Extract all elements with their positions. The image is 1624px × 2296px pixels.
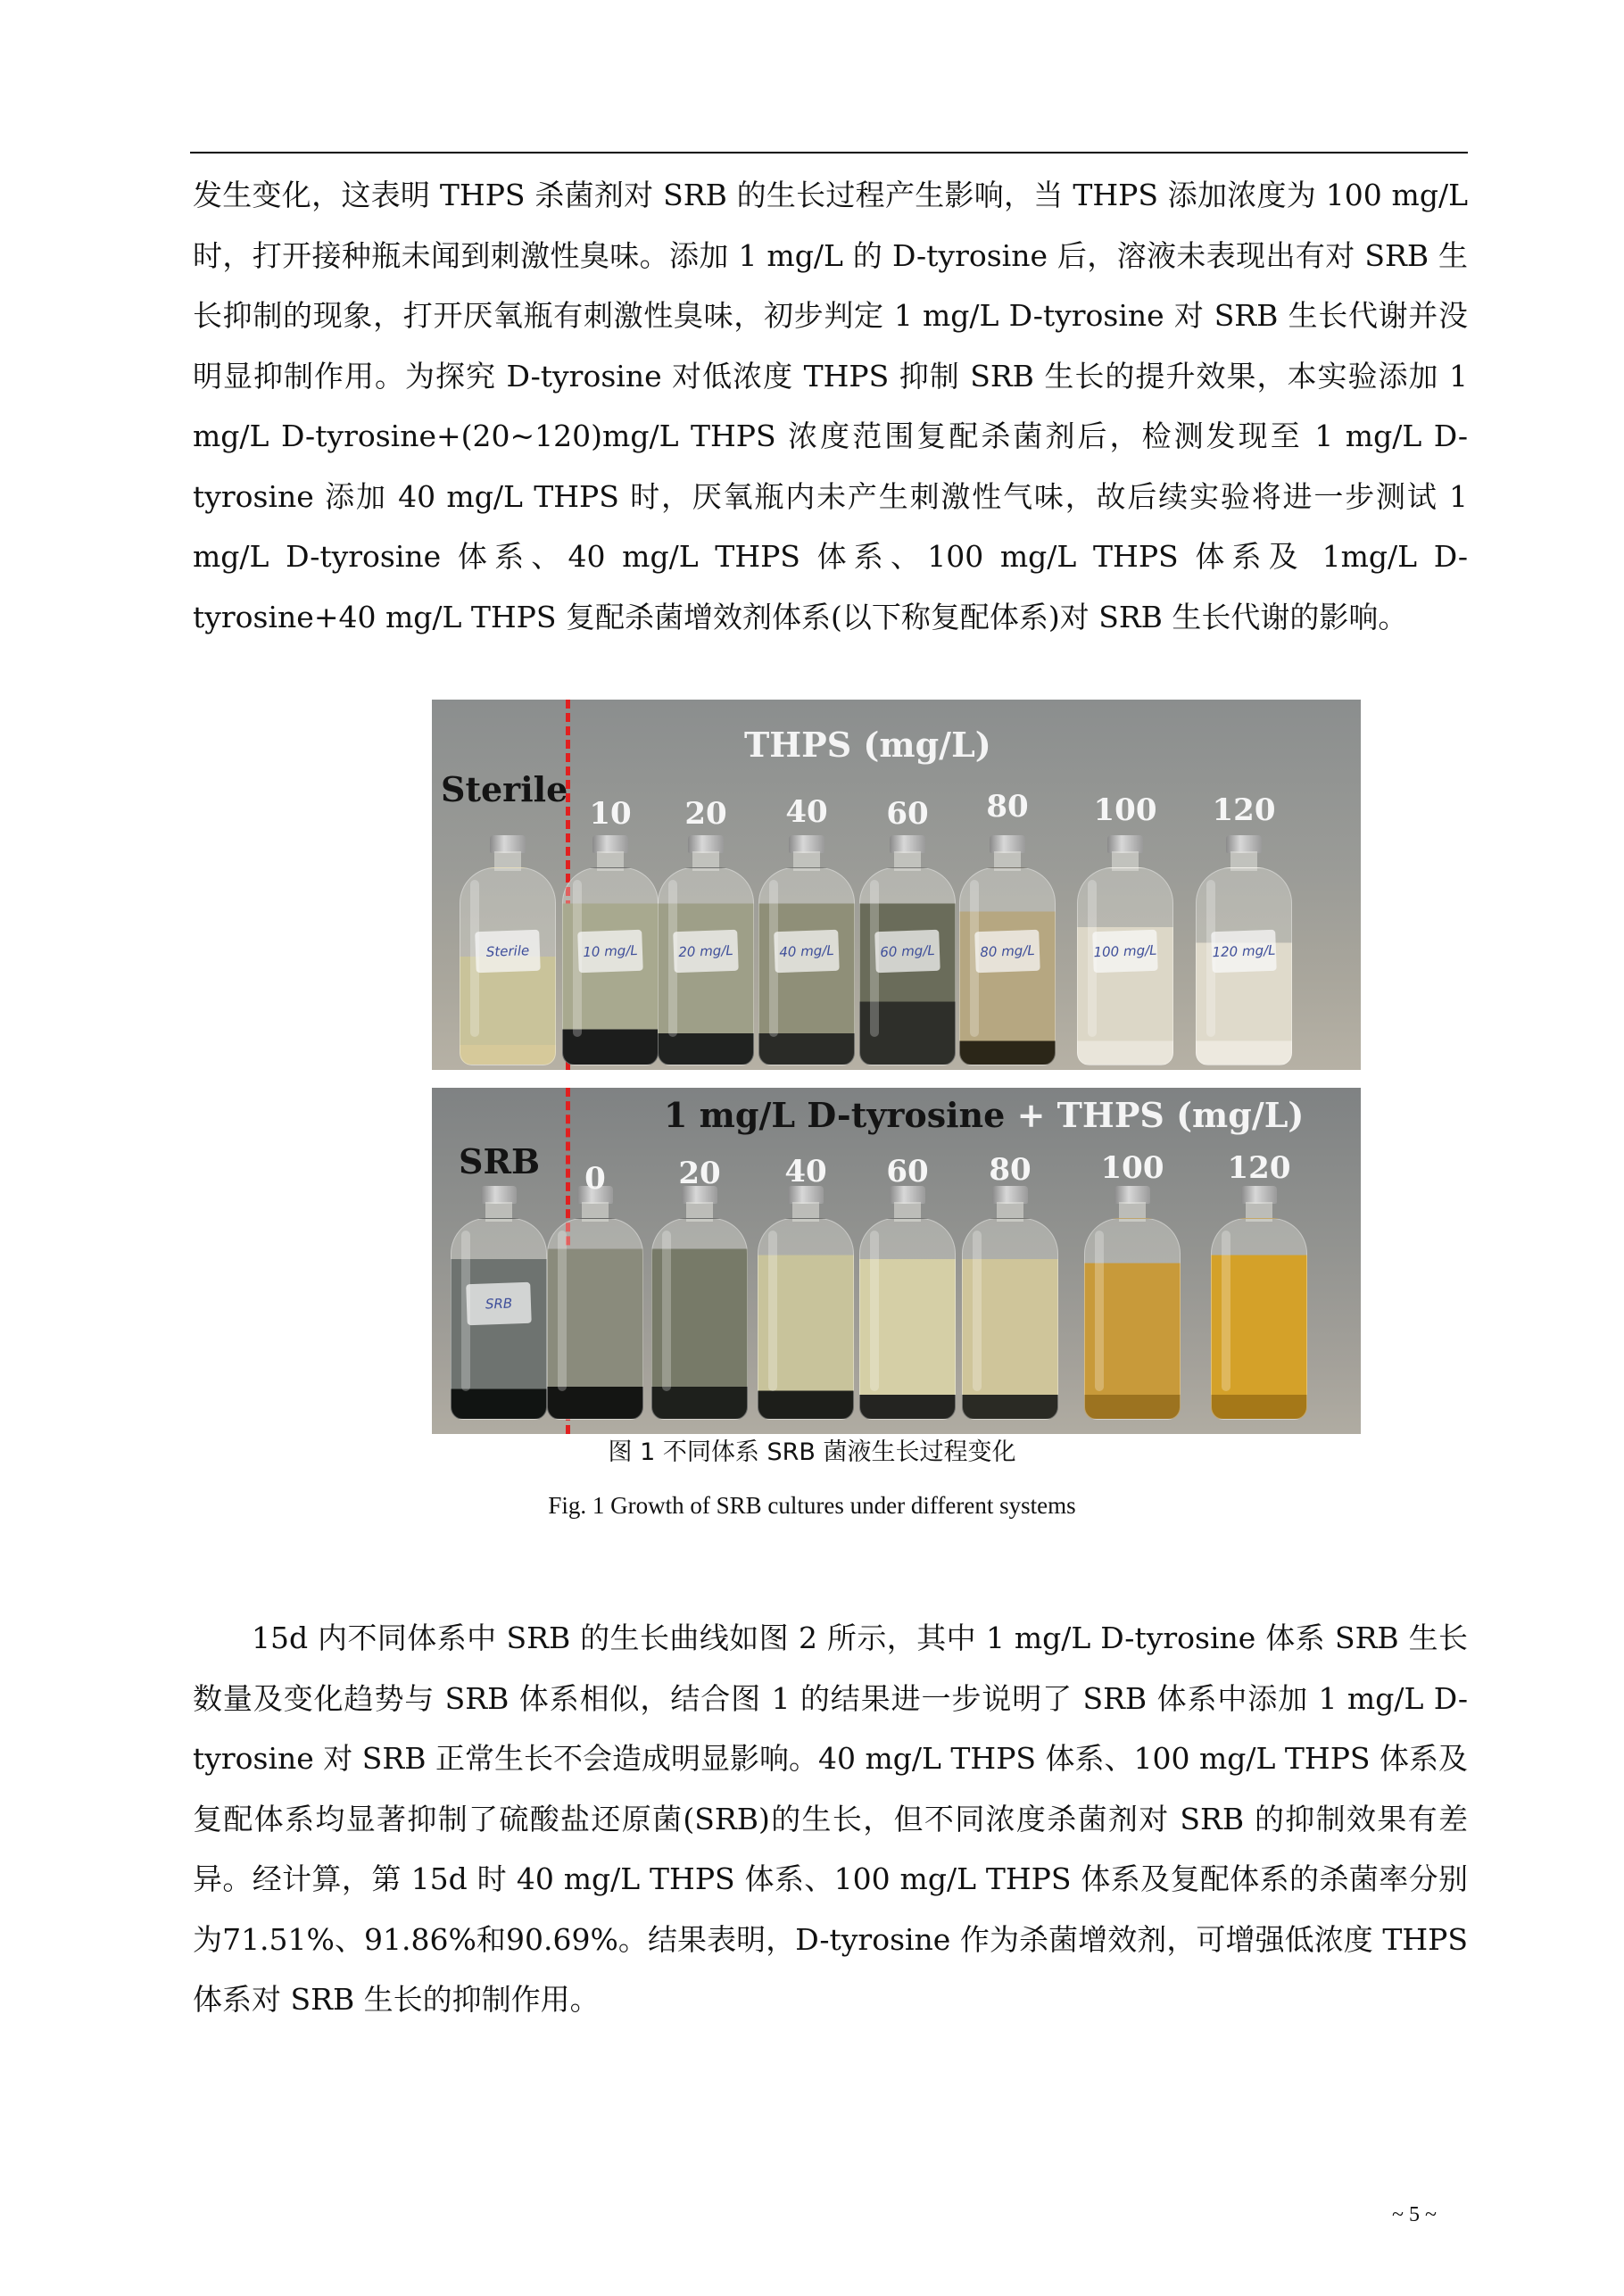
body-paragraph-2: 15d 内不同体系中 SRB 的生长曲线如图 2 所示，其中 1 mg/L D-tyrosine 体系 SRB 生长数量及变化趋势与 SRB 体系相似，结合图 1 的结果进一步说明了 SRB 体系中添加 1 mg/L D-tyrosine 对 SRB 正常生长不会造成明显影响。40 mg/L THPS 体系、100 mg/L THPS 体系及复配体系均显著抑制了硫酸盐还原菌(SRB)的生长，但不同浓度杀菌剂对 SRB 的抑制效果有差异。经计算，第 15d 时 40 mg/L THPS 体系、100 mg/L THPS 体系及复配体系的杀菌率分别为71.51%、91.86%和90.69%。结果表明，D-tyrosine 作为杀菌增效剂，可增强低浓度 THPS 体系对 SRB 生长的抑制作用。 xyxy=(193,1620,1469,2017)
bottle-body xyxy=(1084,1218,1181,1420)
culture-bottle xyxy=(562,835,659,1065)
culture-bottle xyxy=(959,835,1056,1065)
bottle-body xyxy=(1196,867,1292,1065)
culture-bottle xyxy=(758,835,855,1065)
bottle-sticker-label: Sterile xyxy=(475,930,541,973)
figure-caption-chinese: 图 1 不同体系 SRB 菌液生长过程变化 xyxy=(608,1438,1016,1466)
bottle-sticker-label: SRB xyxy=(466,1281,532,1324)
bottle-cap xyxy=(1226,835,1262,853)
concentration-label: 60 xyxy=(886,1154,929,1189)
control-bottle xyxy=(460,835,556,1065)
concentration-label: 40 xyxy=(785,794,828,830)
figure-caption-english: Fig. 1 Growth of SRB cultures under different systems xyxy=(548,1492,1076,1519)
culture-bottle xyxy=(1196,835,1292,1065)
bottle-cap xyxy=(990,835,1025,853)
culture-bottle xyxy=(658,835,754,1065)
bottle-cap xyxy=(592,835,628,853)
bottle-body xyxy=(859,867,956,1065)
bottle-body xyxy=(758,867,855,1065)
bottle-cap xyxy=(1241,1186,1277,1204)
bottle-body xyxy=(451,1218,547,1420)
page-number: ~ 5 ~ xyxy=(1392,2203,1437,2226)
header-rule xyxy=(190,152,1468,153)
control-label-sterile: Sterile xyxy=(441,769,568,809)
control-bottle xyxy=(451,1186,547,1420)
culture-bottle xyxy=(859,835,956,1065)
panel-title-thps: THPS (mg/L) xyxy=(744,725,991,765)
culture-bottle xyxy=(758,1186,854,1420)
bottle-sticker-label: 10 mg/L xyxy=(577,930,643,973)
bottle-cap xyxy=(789,835,824,853)
bottle-cap xyxy=(992,1186,1028,1204)
bottle-body xyxy=(959,867,1056,1065)
figure-panel-dtyrosine-thps xyxy=(432,1088,1361,1434)
concentration-label: 120 xyxy=(1227,1150,1291,1186)
bottle-cap xyxy=(688,835,724,853)
bottle-cap xyxy=(1107,835,1143,853)
control-label-srb: SRB xyxy=(459,1141,541,1181)
bottle-body xyxy=(658,867,754,1065)
culture-bottle xyxy=(962,1186,1058,1420)
bottle-body xyxy=(651,1218,748,1420)
bottle-body xyxy=(1077,867,1173,1065)
concentration-label: 100 xyxy=(1093,792,1157,828)
concentration-label: 40 xyxy=(784,1154,827,1189)
concentration-label: 10 xyxy=(589,796,632,832)
bottle-sticker-label: 20 mg/L xyxy=(673,930,739,973)
culture-bottle xyxy=(651,1186,748,1420)
concentration-label: 20 xyxy=(684,796,727,832)
bottle-sticker-label: 60 mg/L xyxy=(874,930,940,973)
bottle-body xyxy=(1211,1218,1307,1420)
culture-bottle xyxy=(1077,835,1173,1065)
concentration-label: 80 xyxy=(986,789,1029,825)
panel-title-thps-part: + THPS (mg/L) xyxy=(1005,1095,1305,1135)
concentration-label: 60 xyxy=(886,796,929,832)
bottle-sticker-label: 100 mg/L xyxy=(1092,930,1158,973)
concentration-label: 20 xyxy=(678,1156,721,1191)
bottle-sticker-label: 120 mg/L xyxy=(1211,930,1277,973)
concentration-label: 120 xyxy=(1212,792,1276,828)
bottle-sticker-label: 80 mg/L xyxy=(974,930,1040,973)
bottle-cap xyxy=(890,835,925,853)
bottle-cap xyxy=(1114,1186,1150,1204)
bottle-body xyxy=(758,1218,854,1420)
bottle-body xyxy=(859,1218,956,1420)
concentration-label: 100 xyxy=(1100,1150,1164,1186)
bottle-body xyxy=(562,867,659,1065)
bottle-cap xyxy=(490,835,526,853)
figure-1 xyxy=(432,700,1361,1434)
culture-bottle xyxy=(859,1186,956,1420)
bottle-body xyxy=(962,1218,1058,1420)
panel-title-dtyrosine-thps xyxy=(664,1095,1304,1135)
concentration-label: 80 xyxy=(989,1152,1032,1188)
bottle-body xyxy=(460,867,556,1065)
figure-panel-thps xyxy=(432,700,1361,1070)
culture-bottle xyxy=(547,1186,643,1420)
panel-title-dtyrosine: 1 mg/L D-tyrosine xyxy=(664,1095,1006,1135)
bottle-body xyxy=(547,1218,643,1420)
bottle-sticker-label: 40 mg/L xyxy=(774,930,840,973)
body-paragraph-1: 发生变化，这表明 THPS 杀菌剂对 SRB 的生长过程产生影响，当 THPS 添加浓度为 100 mg/L 时，打开接种瓶未闻到刺激性臭味。添加 1 mg/L 的 D-tyrosine 后，溶液未表现出有对 SRB 生长抑制的现象，打开厌氧瓶有刺激性臭味，初步判定 1 mg/L D-tyrosine 对 SRB 生长代谢并没明显抑制作用。为探究 D-tyrosine 对低浓度 THPS 抑制 SRB 生长的提升效果，本实验添加 1 mg/L D-tyrosine+(20~120)mg/L THPS 浓度范围复配杀菌剂后，检测发现至 1 mg/L D-tyrosine 添加 40 mg/L THPS 时，厌氧瓶内未产生刺激性气味，故后续实验将进一步测试 1 mg/L D-tyrosine 体系、40 mg/L THPS 体系、100 mg/L THPS 体系及 1mg/L D-tyrosine+40 mg/L THPS 复配杀菌增效剂体系(以下称复配体系)对 SRB 生长代谢的影响。 xyxy=(193,178,1468,634)
culture-bottle xyxy=(1211,1186,1307,1420)
concentration-label: 0 xyxy=(584,1161,606,1197)
culture-bottle xyxy=(1084,1186,1181,1420)
bottle-cap xyxy=(481,1186,517,1204)
